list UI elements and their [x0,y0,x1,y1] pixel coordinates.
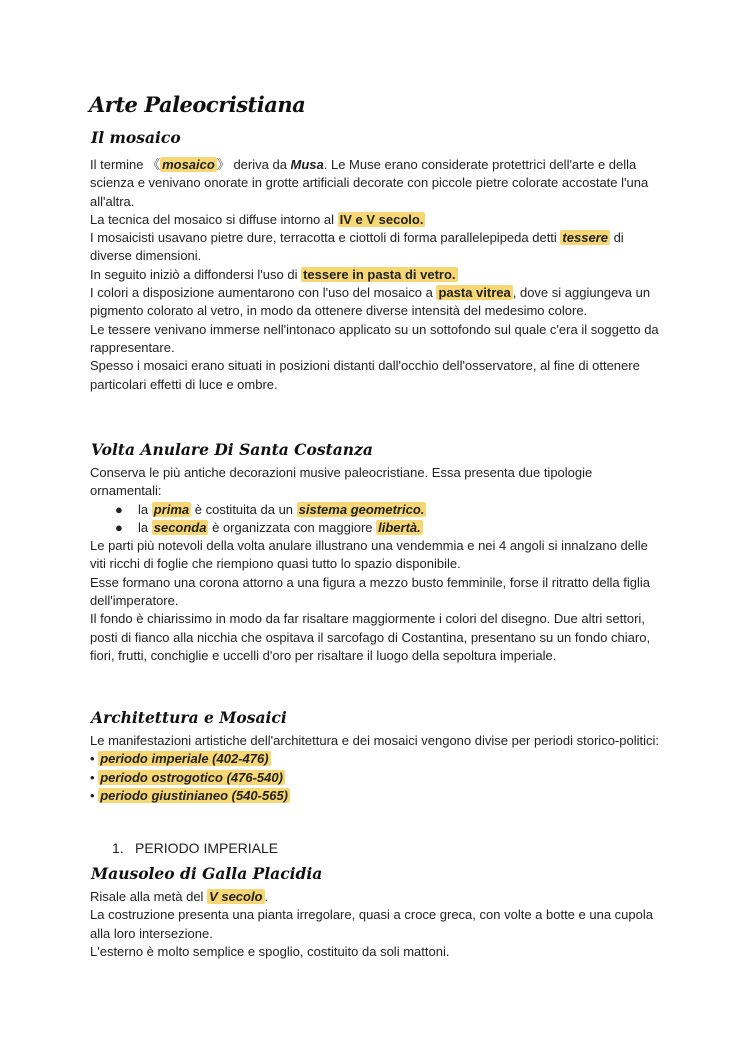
section-mosaico-body [90,156,665,394]
highlight: tessere in pasta di vetro. [303,266,456,282]
paragraph: Spesso i mosaici erano situati in posizioni distanti dall'occhio dell'osservatore, al fine di ottenere particolari effetti di luce e ombre. [90,358,640,392]
heading-il-mosaico: Il mosaico [91,128,181,147]
emphasis: Musa [290,157,324,172]
list-item [90,750,665,768]
paragraph: I mosaicisti usavano pietre dure, terracotta e ciottoli di forma parallelepipeda detti tessere di diverse dimensioni. [90,230,624,264]
paragraph: Il fondo è chiarissimo in modo da far risaltare maggiormente i colori del disegno. Due altri settori, posti di fianco alla nicchia che ospitava il sarcofago di Costantina, presentano su un fondo chiaro, fiori, frutti, conchiglie e uccelli d'oro per risaltare il luogo della sepoltura imperiale. [90,611,651,663]
highlight: mosaico [162,157,215,172]
list-item [90,769,665,787]
highlight: periodo ostrogotico (476-540) [100,769,283,785]
highlight: V secolo [209,889,263,904]
highlight: tessere [562,230,608,246]
bullet-icon: ● [115,519,123,535]
list-item: ● la seconda è organizzata con maggiore libertà. [90,519,665,537]
highlight: pasta vitrea [438,285,511,301]
highlight: prima [153,501,190,517]
paragraph: La tecnica del mosaico si diffuse intorno al IV e V secolo. [90,211,424,227]
bullet-icon: • [90,769,95,785]
section-volta-body [90,464,665,665]
bullet-icon: • [90,787,95,803]
heading-mausoleo: Mausoleo di Galla Placidia [91,864,323,883]
paragraph: Le tessere venivano immerse nell'intonaco applicato su un sottofondo sul quale c'era il soggetto da rappresentare. [90,321,659,355]
highlight: libertà. [378,519,421,535]
section-architettura-body [90,732,665,805]
list-item [90,787,665,805]
section-mausoleo-body [90,888,665,961]
paragraph: Le parti più notevoli della volta anulare illustrano una vendemmia e nei 4 angoli si innalzano delle viti ricchi di foglie che riempiono quasi tutto lo spazio disponibile. [90,538,648,572]
highlight: periodo imperiale (402-476) [100,751,269,767]
paragraph: Esse formano una corona attorno a una figura a mezzo busto femminile, forse il ritratto della figlia dell'imperatore. [90,574,651,609]
paragraph: Il termine 《 mosaico 》 deriva da Musa. Le Muse erano considerate protettrici dell'arte e della scienza e venivano onorate in grotte artificiali decorate con piccole pietre colorate accostate l'una all'altra. [90,157,649,209]
paragraph: La costruzione presenta una pianta irregolare, quasi a croce greca, con volte a botte e una cupola alla loro intersezione. [90,907,653,941]
highlight: IV e V secolo. [339,211,424,227]
paragraph: In seguito iniziò a diffondersi l'uso di tessere in pasta di vetro. [90,266,456,282]
heading-volta-anulare: Volta Anulare Di Santa Costanza [91,440,373,459]
highlight: seconda [153,519,207,535]
paragraph: Conserva le più antiche decorazioni musive paleocristiane. Essa presenta due tipologie ornamentali: [90,465,593,499]
document-title: Arte Paleocristiana [89,92,306,117]
bullet-icon: ● [115,501,123,517]
numbered-heading-periodo-imperiale: 1. PERIODO IMPERIALE [112,840,279,856]
paragraph: Risale alla metà del V secolo . [90,889,269,904]
paragraph: L'esterno è molto semplice e spoglio, costituito da soli mattoni. [90,943,450,959]
bullet-icon: • [90,751,95,767]
paragraph: I colori a disposizione aumentarono con l'uso del mosaico a pasta vitrea , dove si aggiungeva un pigmento colorato al vetro, in modo da ottenere diverse intensità del medesimo colore. [90,285,651,319]
paragraph: Le manifestazioni artistiche dell'architettura e dei mosaici vengono divise per periodi storico-politici: [90,733,659,748]
list-item: ● la prima è costituita da un sistema geometrico. [90,501,665,519]
list-number: 1. [112,840,124,856]
highlight: sistema geometrico. [298,501,425,517]
heading-architettura-mosaici: Architettura e Mosaici [91,708,287,727]
highlight: periodo giustinianeo (540-565) [100,787,289,803]
